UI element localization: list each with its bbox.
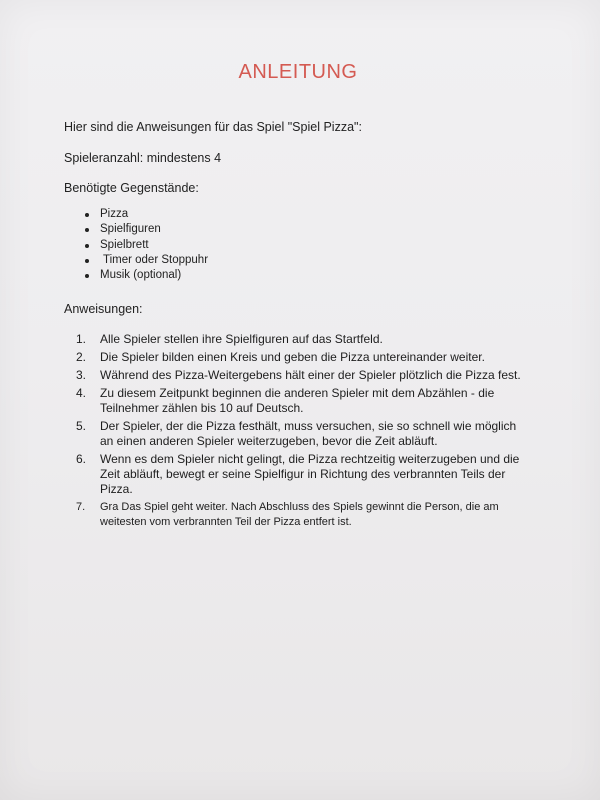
instructions-heading: Anweisungen: <box>64 302 143 316</box>
bullet-icon <box>85 213 89 217</box>
document-title: ANLEITUNG <box>238 61 358 83</box>
step-text: Der Spieler, der die Pizza festhält, muss versuchen, sie so schnell wie möglich an einen anderen Spieler weiterzugeben, bevor die Zeit abläuft. <box>100 419 517 448</box>
list-item <box>64 208 208 223</box>
step-item <box>76 350 526 365</box>
step-number: 1. <box>76 332 87 346</box>
intro-text: Hier sind die Anweisungen für das Spiel "Spiel Pizza": <box>64 120 362 134</box>
list-item <box>64 254 208 269</box>
player-count-text: Spieleranzahl: mindestens 4 <box>64 151 222 165</box>
step-number: 5. <box>76 419 87 433</box>
step-item <box>76 368 526 383</box>
step-item <box>76 452 526 497</box>
step-number: 7. <box>76 501 86 513</box>
item-label: Spielbrett <box>100 238 149 251</box>
item-label: Timer oder Stoppuhr <box>100 253 209 266</box>
step-item <box>76 332 526 347</box>
step-number: 3. <box>76 368 87 382</box>
bullet-icon <box>85 274 89 278</box>
step-text: Zu diesem Zeitpunkt beginnen die anderen Spieler mit dem Abzählen - die Teilnehmer zählen bis 10 auf Deutsch. <box>100 386 495 415</box>
bullet-icon <box>85 259 89 263</box>
item-label: Pizza <box>100 208 129 220</box>
step-text: Gra Das Spiel geht weiter. Nach Abschluss des Spiels gewinnt die Person, die am weitesten vom verbrannten Teil der Pizza entfert ist. <box>100 501 499 528</box>
step-text: Wenn es dem Spieler nicht gelingt, die Pizza rechtzeitig weiterzugeben und die Zeit abläuft, bewegt er seine Spielfigur in Richtung des verbrannten Teils der Pizza. <box>100 452 520 496</box>
step-number: 6. <box>76 452 87 466</box>
step-item <box>76 419 526 449</box>
step-number: 2. <box>76 350 87 364</box>
items-heading: Benötigte Gegenstände: <box>64 181 199 195</box>
bullet-icon <box>85 228 89 232</box>
list-item <box>64 223 208 238</box>
step-text: Alle Spieler stellen ihre Spielfiguren auf das Startfeld. <box>100 332 383 346</box>
step-text: Die Spieler bilden einen Kreis und geben die Pizza untereinander weiter. <box>100 350 485 364</box>
bullet-icon <box>85 244 89 248</box>
item-label: Musik (optional) <box>100 269 182 282</box>
list-item <box>64 269 208 284</box>
step-text: Während des Pizza-Weitergebens hält einer der Spieler plötzlich die Pizza fest. <box>100 368 521 382</box>
step-item <box>76 386 526 416</box>
items-list <box>64 208 208 284</box>
step-item <box>76 500 526 529</box>
steps-list <box>76 332 526 532</box>
step-number: 4. <box>76 386 87 400</box>
item-label: Spielfiguren <box>100 223 161 236</box>
list-item <box>64 239 208 254</box>
